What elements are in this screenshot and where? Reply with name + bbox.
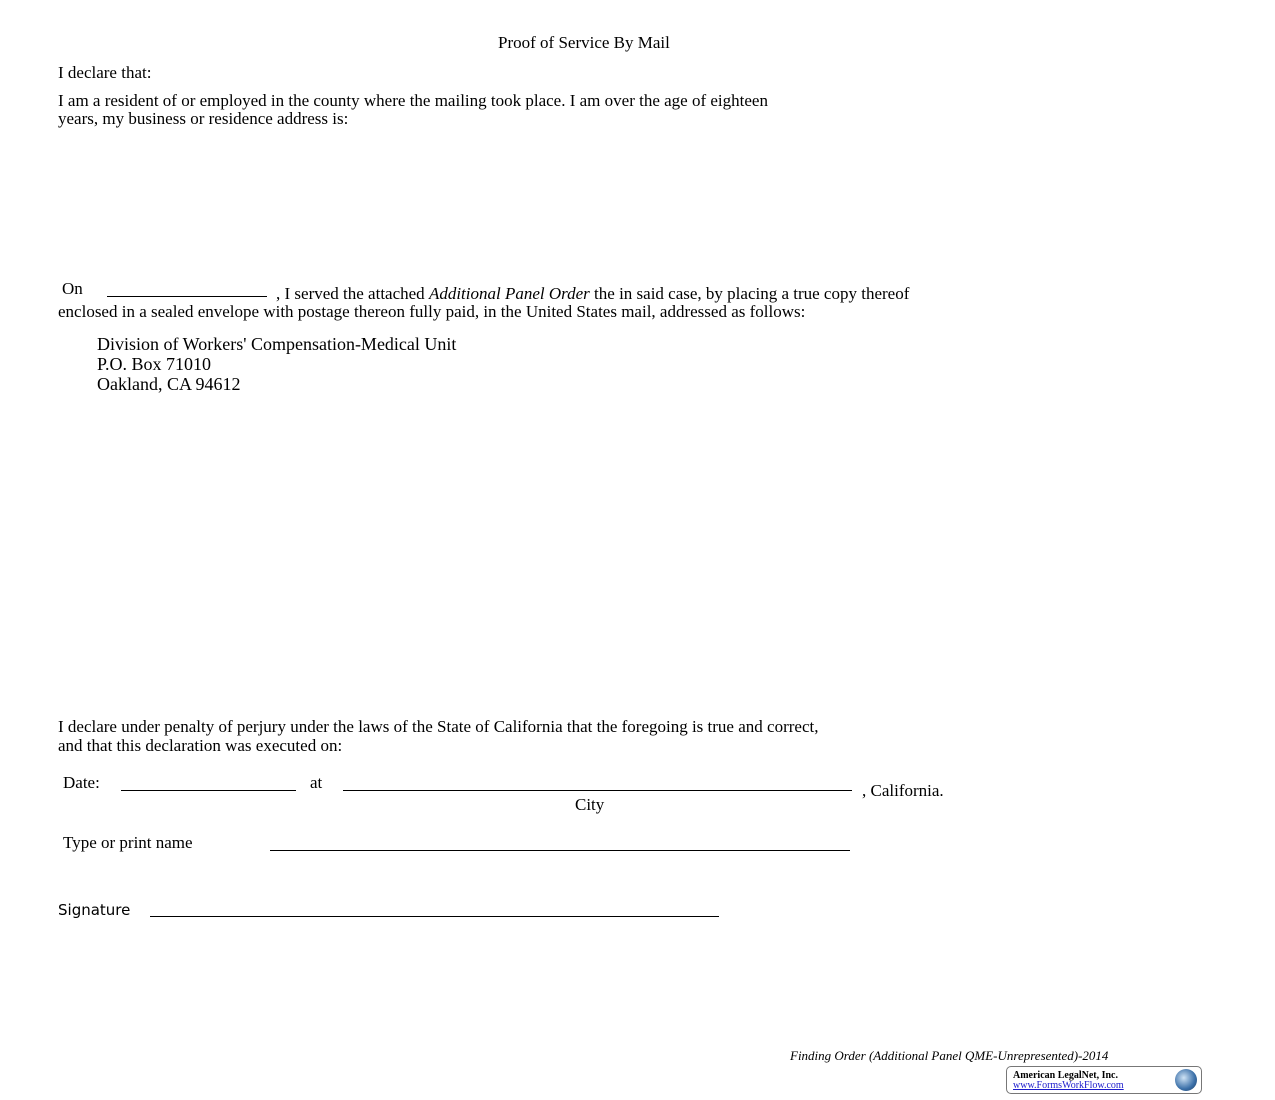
date-field[interactable] — [121, 790, 296, 791]
footer-form-id: Finding Order (Additional Panel QME-Unrepresented)-2014 — [790, 1048, 1109, 1063]
service-date-field[interactable] — [107, 296, 267, 297]
residence-text-1: I am a resident of or employed in the county where the mailing took place. I am over the age of eighteen — [58, 91, 768, 110]
document-title: Proof of Service By Mail — [498, 33, 670, 52]
date-label: Date: — [63, 773, 100, 792]
perjury-text-2: and that this declaration was executed on: — [58, 736, 343, 755]
logo-name: American LegalNet, Inc. — [1013, 1070, 1118, 1081]
signature-field[interactable] — [150, 916, 719, 917]
served-text-2: enclosed in a sealed envelope with postage thereon fully paid, in the United States mail, addressed as follows: — [58, 302, 806, 321]
california-label: , California. — [862, 781, 944, 800]
on-label: On — [62, 279, 83, 298]
globe-icon — [1175, 1069, 1197, 1091]
american-legalnet-logo[interactable] — [1006, 1066, 1202, 1094]
at-label: at — [310, 773, 323, 792]
address-line: P.O. Box 71010 — [97, 354, 212, 374]
served-text: , I served the attached Additional Panel Order the in said case, by placing a true copy thereof — [276, 284, 910, 303]
name-label: Type or print name — [63, 833, 193, 852]
city-label: City — [575, 795, 605, 814]
name-field[interactable] — [270, 850, 850, 851]
signature-label: Signature — [58, 901, 131, 919]
logo-url-link[interactable]: www.FormsWorkFlow.com — [1013, 1080, 1124, 1091]
address-line: Oakland, CA 94612 — [97, 374, 241, 394]
perjury-text-1: I declare under penalty of perjury under the laws of the State of California that the foregoing is true and correct, — [58, 717, 819, 736]
address-line: Division of Workers' Compensation-Medical Unit — [97, 334, 457, 354]
declare-text: I declare that: — [58, 63, 152, 82]
residence-text-2: years, my business or residence address is: — [58, 109, 349, 128]
city-field[interactable] — [343, 790, 852, 791]
